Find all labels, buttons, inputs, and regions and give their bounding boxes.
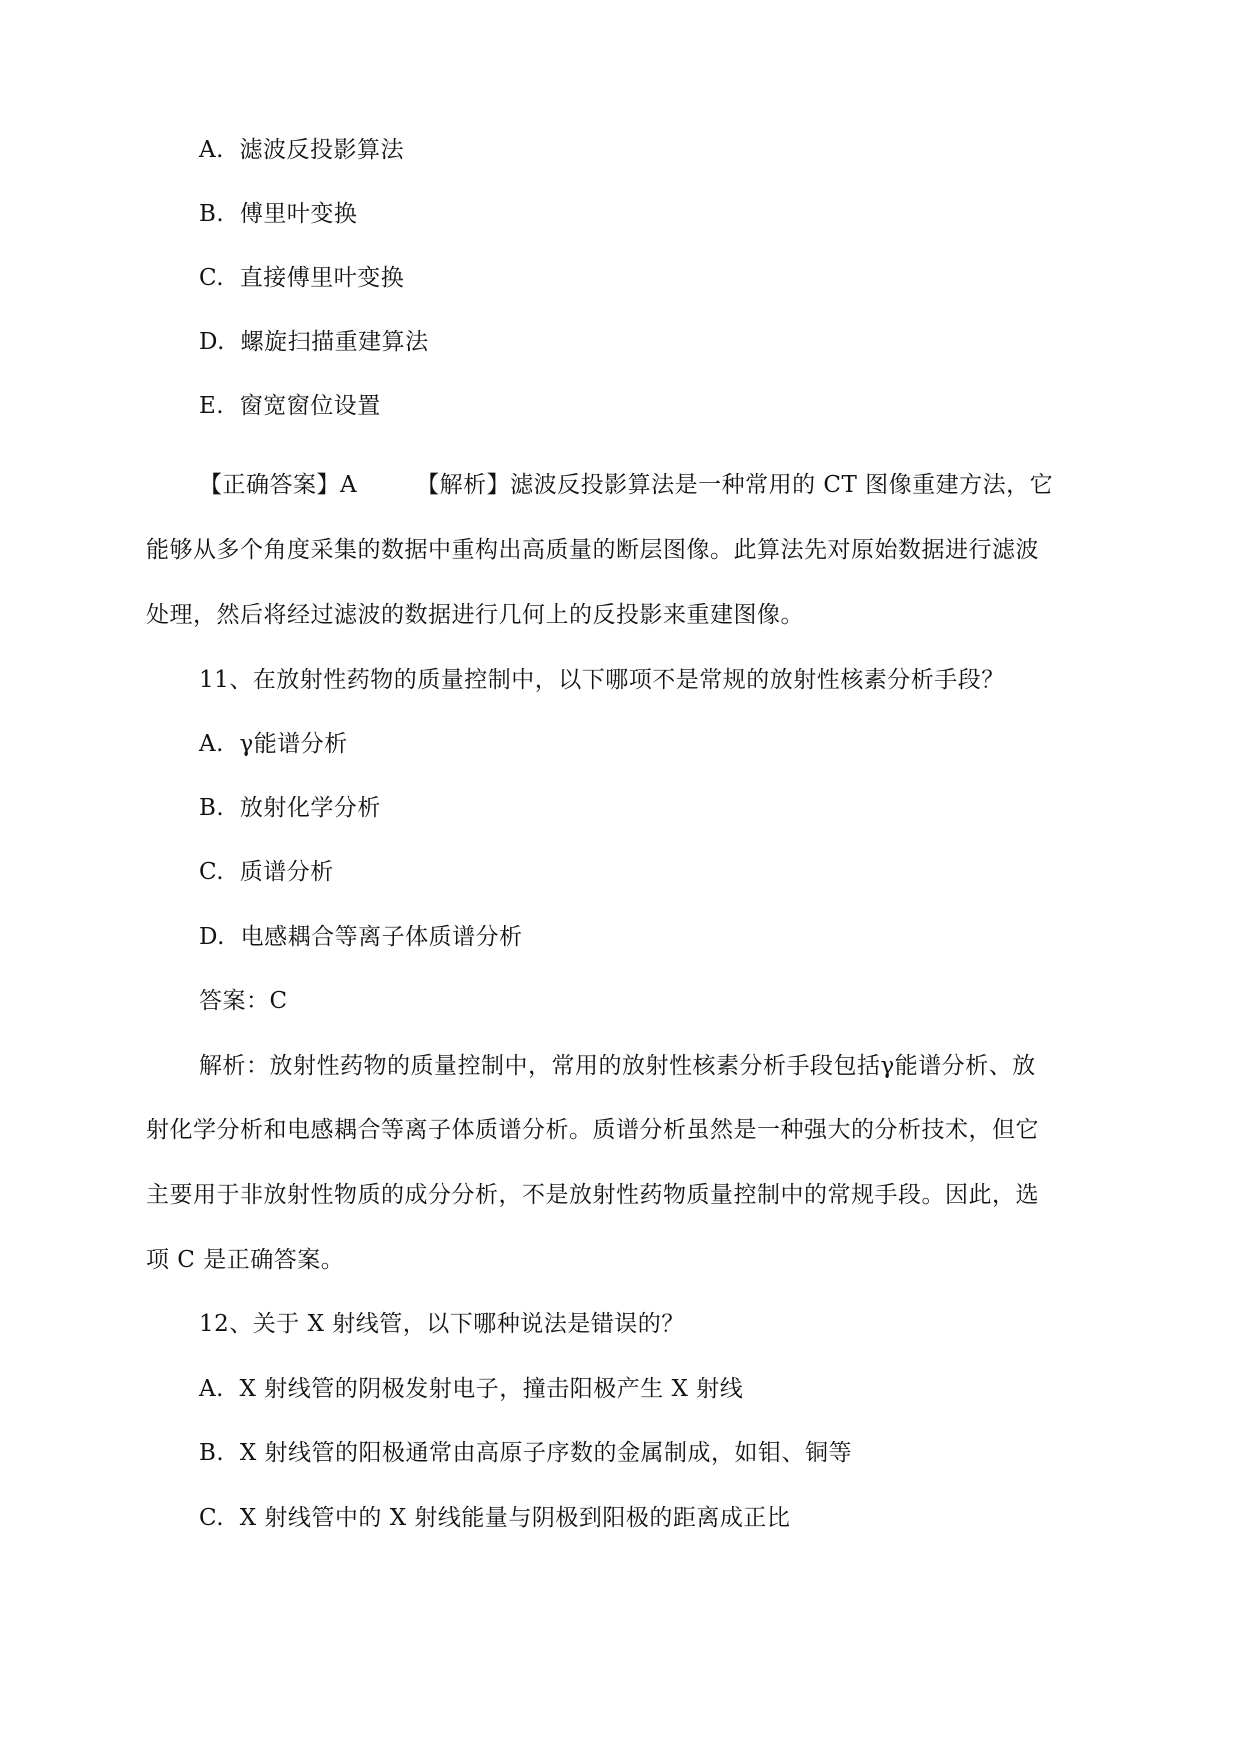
q10-option-d <box>199 327 429 357</box>
option-text: 直接傅里叶变换 <box>239 265 405 291</box>
q11-explanation-line-4: 项 C 是正确答案。 <box>146 1247 345 1273</box>
option-letter: B. <box>199 1440 225 1466</box>
q10-answer-line-1: 【正确答案】A 【解析】滤波反投影算法是一种常用的 CT 图像重建方法，它 <box>199 472 1054 498</box>
option-letter: A. <box>199 1376 224 1402</box>
q11-option-a <box>199 729 348 759</box>
q11-explanation-line-1: 解析：放射性药物的质量控制中，常用的放射性核素分析手段包括γ能谱分析、放 <box>199 1053 1036 1079</box>
option-letter: D. <box>199 924 225 950</box>
option-text: 放射化学分析 <box>239 795 381 821</box>
option-text: γ能谱分析 <box>239 731 348 757</box>
option-letter: A. <box>199 731 224 757</box>
option-text: X 射线管的阳极通常由高原子序数的金属制成，如钼、铜等 <box>239 1440 853 1466</box>
option-text: 傅里叶变换 <box>239 201 358 227</box>
option-letter: A. <box>199 137 224 163</box>
option-letter: D. <box>199 329 225 355</box>
q11-question: 11、在放射性药物的质量控制中，以下哪项不是常规的放射性核素分析手段？ <box>199 667 1005 693</box>
q11-option-c <box>199 857 334 887</box>
q11-option-d <box>199 922 523 952</box>
option-text: X 射线管的阴极发射电子，撞击阳极产生 X 射线 <box>239 1376 744 1402</box>
q10-answer-line-2: 能够从多个角度采集的数据中重构出高质量的断层图像。此算法先对原始数据进行滤波 <box>146 537 1039 563</box>
q10-option-e <box>199 391 381 421</box>
q10-answer-line-3: 处理，然后将经过滤波的数据进行几何上的反投影来重建图像。 <box>146 602 804 628</box>
option-letter: B. <box>199 201 225 227</box>
option-letter: C. <box>199 265 225 291</box>
q11-answer: 答案：C <box>199 988 288 1014</box>
q10-option-c <box>199 263 404 293</box>
option-letter: B. <box>199 795 225 821</box>
option-text: 窗宽窗位设置 <box>239 393 381 419</box>
q12-option-a <box>199 1374 743 1404</box>
q12-option-b <box>199 1438 852 1468</box>
option-text: 滤波反投影算法 <box>239 137 405 163</box>
option-text: 电感耦合等离子体质谱分析 <box>240 924 523 950</box>
q12-option-c <box>199 1503 790 1533</box>
q11-explanation-line-3: 主要用于非放射性物质的成分分析，不是放射性药物质量控制中的常规手段。因此，选 <box>146 1182 1039 1208</box>
option-letter: C. <box>199 1505 225 1531</box>
q11-explanation-line-2: 射化学分析和电感耦合等离子体质谱分析。质谱分析虽然是一种强大的分析技术，但它 <box>146 1117 1039 1143</box>
option-letter: C. <box>199 859 225 885</box>
q11-option-b <box>199 793 381 823</box>
q12-question: 12、关于 X 射线管，以下哪种说法是错误的？ <box>199 1311 685 1337</box>
option-text: X 射线管中的 X 射线能量与阴极到阳极的距离成正比 <box>239 1505 791 1531</box>
q10-option-b <box>199 199 357 229</box>
option-text: 螺旋扫描重建算法 <box>240 329 429 355</box>
option-letter: E. <box>199 393 225 419</box>
q10-option-a <box>199 135 404 165</box>
option-text: 质谱分析 <box>239 859 334 885</box>
